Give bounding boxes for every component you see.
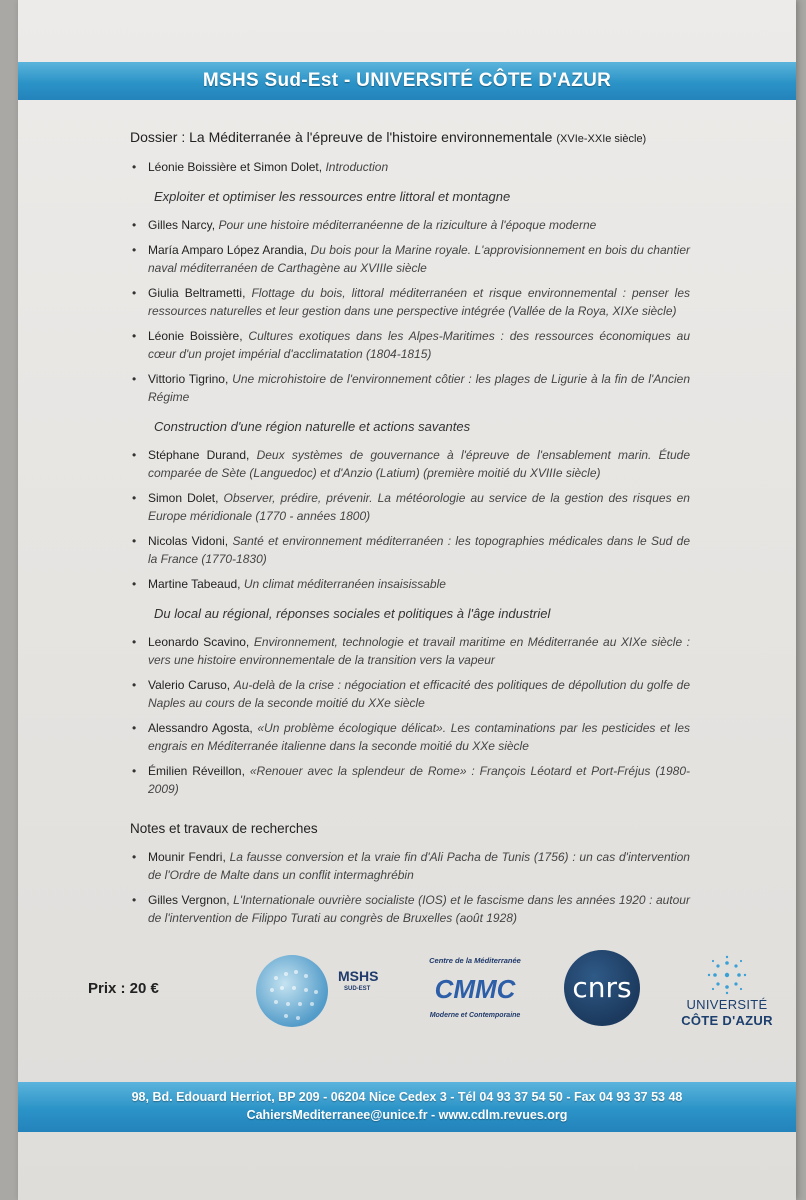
list-item	[130, 284, 690, 320]
mshs-logo	[246, 948, 396, 1034]
work-title: Flottage du bois, littoral méditerranéen et risque environnemental : penser les ressources naturelles et leur gestion dans une perspective intégrée (Vallée de la Roya, XIXe siècle)	[148, 286, 691, 318]
author: Émilien Réveillon,	[148, 764, 245, 778]
table-of-contents	[130, 128, 690, 934]
list-item	[130, 489, 690, 525]
list-item	[130, 633, 690, 669]
list-item	[130, 676, 690, 712]
author: Nicolas Vidoni,	[148, 534, 229, 548]
work-title: Au-delà de la crise : négociation et efficacité des politiques de dépollution du golfe de Naples au cours de la seconde moitié du XXe siècle	[148, 678, 690, 710]
list-item	[130, 370, 690, 406]
work-title: Cultures exotiques dans les Alpes-Maritimes : des ressources économiques au cœur d'un projet impérial d'acclimatation (1804-1815)	[148, 329, 690, 361]
work-title: L'Internationale ouvrière socialiste (IOS) et le fascisme dans les années 1920 : autour de l'intervention de Filippo Turati au congrès de Bruxelles (août 1928)	[148, 893, 690, 925]
theme-title: Du local au régional, réponses sociales et politiques à l'âge industriel	[154, 606, 551, 621]
article-list	[130, 216, 690, 406]
cmmc-logo	[420, 950, 530, 1034]
cnrs-logo: cnrs	[564, 950, 640, 1026]
author: Gilles Vergnon,	[148, 893, 230, 907]
mshs-globe-icon	[246, 948, 336, 1034]
uca-line2: CÔTE D'AZUR	[681, 1013, 773, 1028]
work-title: Deux systèmes de gouvernance à l'épreuve de l'ensablement marin. Étude comparée de Sète (Languedoc) et d'Anzio (Latium) (première moitié du XVIIIe siècle)	[148, 448, 690, 480]
author: Simon Dolet,	[148, 491, 219, 505]
work-title: Du bois pour la Marine royale. L'approvisionnement en bois du chantier naval méditerranéen de Carthagène au XVIIIe siècle	[148, 243, 690, 275]
work-title: Un climat méditerranéen insaisissable	[243, 577, 446, 591]
footer-contact: CahiersMediterranee@unice.fr - www.cdlm.revues.org	[246, 1108, 568, 1122]
work-title: Santé et environnement méditerranéen : les topographies médicales dans le Sud de la France (1770-1830)	[148, 534, 691, 566]
book-back-cover	[18, 0, 796, 1200]
cmmc-top-text: Centre de la Méditerranée	[429, 956, 521, 965]
author: Alessandro Agosta,	[148, 721, 253, 735]
author: Léonie Boissière et Simon Dolet,	[148, 160, 323, 174]
author: Martine Tabeaud,	[148, 577, 241, 591]
author: Gilles Narcy,	[148, 218, 216, 232]
cmmc-mark: CMMC	[434, 974, 516, 1004]
list-item	[130, 719, 690, 755]
dossier-title	[130, 128, 690, 148]
author: Mounir Fendri,	[148, 850, 226, 864]
work-title: Environnement, technologie et travail maritime en Méditerranée au XIXe siècle : vers une histoire environnementale de la transition vers la vapeur	[148, 635, 690, 667]
work-title: Pour une histoire méditerranéenne de la riziculture à l'époque moderne	[218, 218, 597, 232]
price-label: Prix : 20 €	[88, 980, 159, 997]
list-item	[130, 848, 690, 884]
work-title: «Un problème écologique délicat». Les contaminations par les pesticides et les engrais en Méditerranée italienne dans la seconde moitié du XXe siècle	[148, 721, 690, 753]
mshs-name: MSHS	[338, 968, 379, 984]
mshs-sub: SUD-EST	[344, 986, 371, 992]
list-item	[130, 327, 690, 363]
article-list	[130, 446, 690, 593]
header-title: MSHS Sud-Est - UNIVERSITÉ CÔTE D'AZUR	[202, 70, 612, 91]
author: Leonardo Scavino,	[148, 635, 250, 649]
work-title: Observer, prédire, prévenir. La météorologie au service de la gestion des risques en Europe méridionale (1770 - années 1800)	[148, 491, 690, 523]
dossier-title-text: Dossier : La Méditerranée à l'épreuve de l'histoire environnementale	[130, 129, 553, 145]
list-item	[130, 241, 690, 277]
work-title: Introduction	[325, 160, 389, 174]
work-title: «Renouer avec la splendeur de Rome» : François Léotard et Port-Fréjus (1980-2009)	[148, 764, 691, 796]
article-list	[130, 633, 690, 798]
cmmc-bottom-text: Moderne et Contemporaine	[429, 1012, 521, 1019]
list-item	[130, 762, 690, 798]
author: María Amparo López Arandia,	[148, 243, 308, 257]
work-title: Une microhistoire de l'environnement côtier : les plages de Ligurie à la fin de l'Ancien Régime	[148, 372, 690, 404]
theme-title: Construction d'une région naturelle et actions savantes	[154, 419, 471, 434]
author: Giulia Beltrametti,	[148, 286, 246, 300]
author: Vittorio Tigrino,	[148, 372, 229, 386]
notes-list	[130, 848, 690, 927]
list-item	[130, 446, 690, 482]
list-item	[130, 891, 690, 927]
footer-address: 98, Bd. Edouard Herriot, BP 209 - 06204 Nice Cedex 3 - Tél 04 93 37 54 50 - Fax 04 93 37 53 48	[131, 1090, 683, 1104]
work-title: La fausse conversion et la vraie fin d'Ali Pacha de Tunis (1756) : un cas d'intervention de l'Ordre de Malte dans un conflit intermaghrébin	[148, 850, 690, 882]
uca-star-icon	[672, 955, 782, 995]
notes-title: Notes et travaux de recherches	[130, 821, 318, 836]
theme-title: Exploiter et optimiser les ressources entre littoral et montagne	[154, 189, 511, 204]
list-item	[130, 158, 690, 176]
uca-logo	[672, 955, 782, 1035]
uca-line1: UNIVERSITÉ	[686, 997, 768, 1012]
author: Léonie Boissière,	[148, 329, 243, 343]
author: Stéphane Durand,	[148, 448, 250, 462]
dossier-title-range: (XVIe-XXIe siècle)	[556, 133, 647, 145]
list-item	[130, 216, 690, 234]
author: Valerio Caruso,	[148, 678, 231, 692]
list-item	[130, 575, 690, 593]
header-band	[18, 62, 796, 100]
intro-list	[130, 158, 690, 176]
list-item	[130, 532, 690, 568]
footer-band	[18, 1082, 796, 1132]
